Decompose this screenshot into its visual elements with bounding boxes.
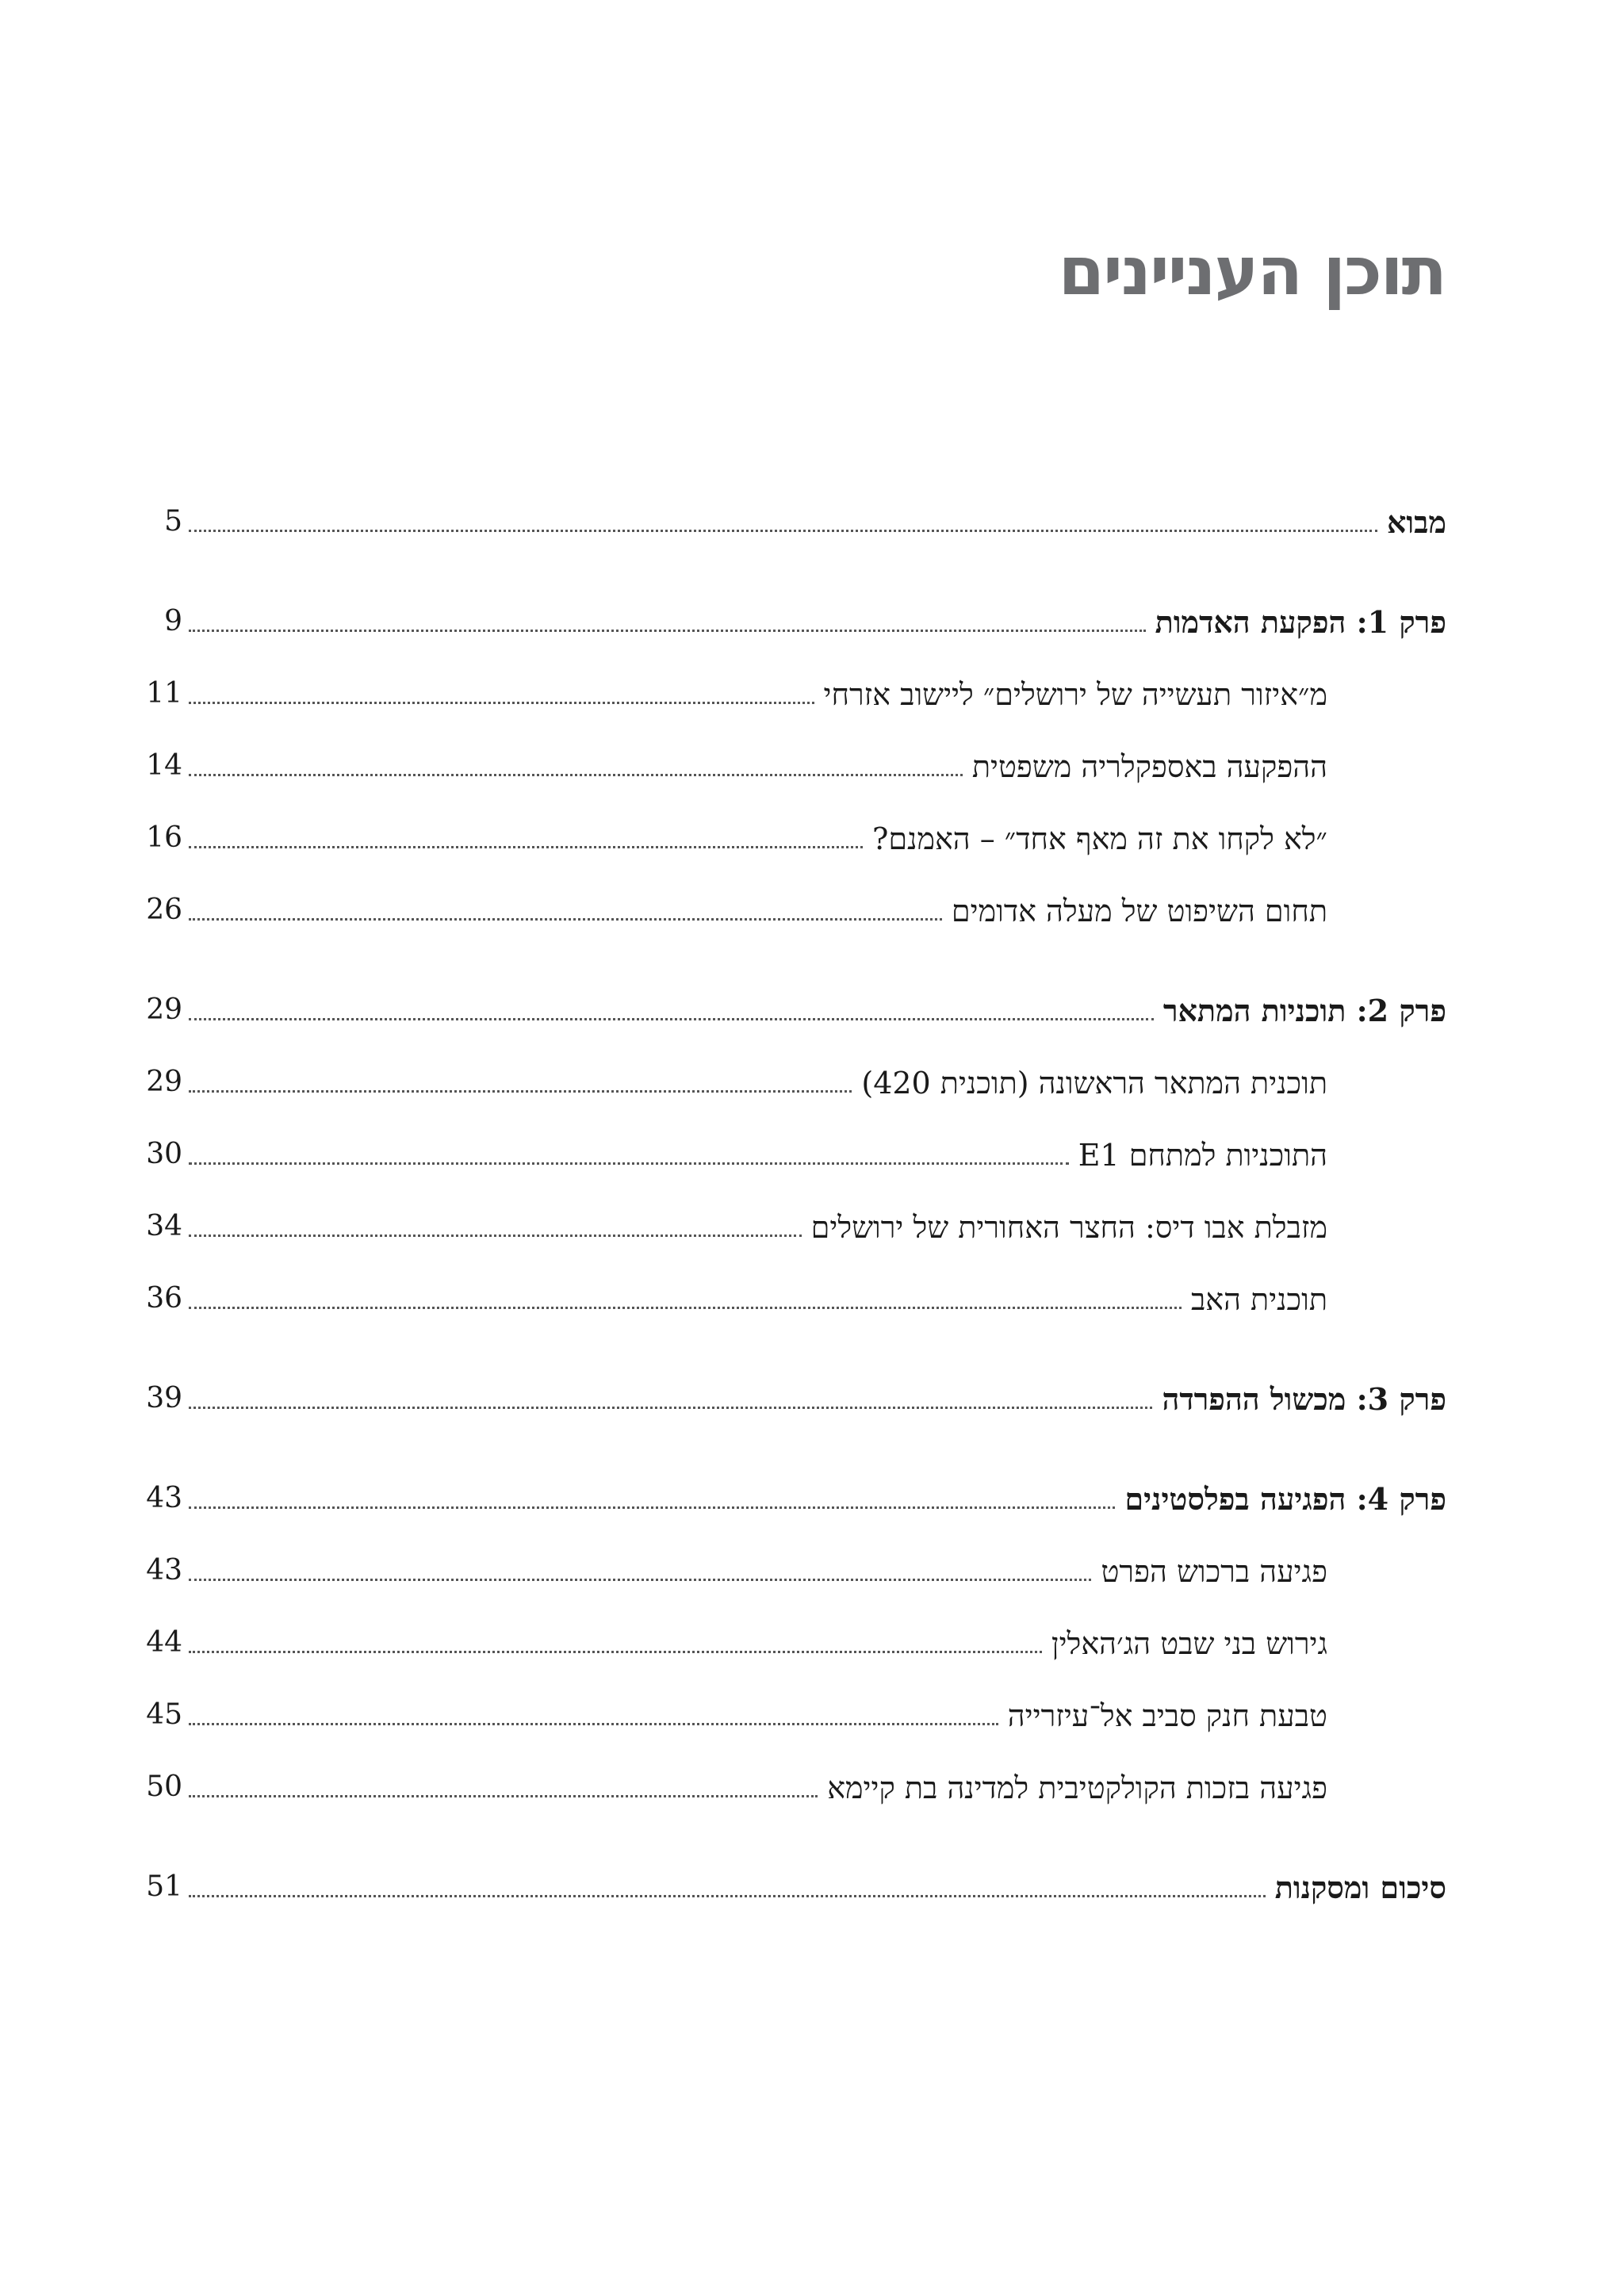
toc-entry-label: מ״איזור תעשייה של ירושלים״ ליישוב אזרחי: [823, 677, 1327, 712]
toc-entry[interactable]: [0, 1857, 1624, 1912]
dot-leader: [189, 530, 1377, 532]
toc-entry[interactable]: [0, 492, 1624, 547]
dot-leader: [189, 1162, 1069, 1165]
toc-page-number: 51: [146, 1870, 182, 1903]
dot-leader: [189, 702, 814, 704]
dot-leader: [189, 1090, 852, 1093]
toc-page-number: 9: [164, 605, 182, 637]
toc-entry[interactable]: [0, 1757, 1624, 1813]
toc-entry-label: ״לא לקחו את זה מאף אחד״ – האמנם?: [872, 821, 1327, 856]
toc-entry-label: טבעת חנק סביב אל־עיזרייה: [1007, 1698, 1327, 1733]
toc-entry-label: פרק 2: תוכניות המתאר: [1162, 993, 1446, 1028]
toc-page-number: 34: [146, 1210, 182, 1242]
dot-leader: [189, 1795, 818, 1797]
toc-entry-label: מבוא: [1387, 504, 1446, 540]
toc-page-number: 5: [164, 505, 182, 538]
toc-page-number: 44: [146, 1626, 182, 1659]
toc-entry[interactable]: [0, 1269, 1624, 1324]
dot-leader: [189, 630, 1146, 632]
toc-entry[interactable]: [0, 1369, 1624, 1424]
toc-page-number: 26: [146, 894, 182, 926]
toc-entry[interactable]: [0, 980, 1624, 1035]
toc-entry[interactable]: [0, 1685, 1624, 1740]
toc-page-number: 39: [146, 1382, 182, 1414]
toc-entry[interactable]: [0, 1052, 1624, 1108]
toc-entry-label: פגיעה בזכות הקולקטיבית למדינה בת קיימא: [827, 1770, 1327, 1805]
toc-entry-label: פרק 4: הפגיעה בפלסטינים: [1124, 1481, 1446, 1517]
toc-page-number: 11: [146, 677, 182, 710]
toc-entry[interactable]: [0, 880, 1624, 936]
toc-entry[interactable]: [0, 591, 1624, 647]
dot-leader: [189, 1723, 998, 1725]
toc-entry-label: התוכניות למתחם E1: [1078, 1138, 1327, 1173]
dot-leader: [189, 1018, 1154, 1020]
dot-leader: [189, 846, 863, 848]
dot-leader: [189, 1307, 1182, 1309]
toc-page-number: 43: [146, 1482, 182, 1514]
toc-entry-label: תוכנית המתאר הראשונה (תוכנית 420): [861, 1066, 1327, 1101]
toc-entry-label: גירוש בני שבט הג׳האלין: [1051, 1626, 1327, 1661]
dot-leader: [189, 918, 942, 921]
toc-entry[interactable]: [0, 1468, 1624, 1524]
dot-leader: [189, 774, 963, 776]
toc-entry[interactable]: [0, 808, 1624, 863]
toc-page-number: 45: [146, 1698, 182, 1731]
toc-entry-label: ההפקעה באספקלריה משפטית: [971, 749, 1327, 784]
toc-page-number: 29: [146, 1066, 182, 1098]
toc-entry-label: פגיעה ברכוש הפרט: [1101, 1554, 1327, 1589]
toc-entry-label: פרק 1: הפקעת האדמות: [1155, 604, 1446, 640]
toc-entry-label: סיכום ומסקנות: [1274, 1870, 1446, 1905]
dot-leader: [189, 1407, 1152, 1409]
toc-entry[interactable]: [0, 1541, 1624, 1596]
toc-page-number: 14: [146, 749, 182, 782]
dot-leader: [189, 1895, 1266, 1897]
toc-entry[interactable]: [0, 1196, 1624, 1252]
toc-entry-label: תחום השיפוט של מעלה אדומים: [951, 894, 1327, 928]
toc-entry-label: מזבלת אבו דיס: החצר האחורית של ירושלים: [810, 1210, 1327, 1245]
toc-entry[interactable]: [0, 1124, 1624, 1180]
toc-page-number: 30: [146, 1138, 182, 1170]
page-title: תוכן העניינים: [1058, 232, 1446, 310]
toc-page-number: 43: [146, 1554, 182, 1587]
toc-entry[interactable]: [0, 664, 1624, 719]
toc-entry[interactable]: [0, 1613, 1624, 1668]
dot-leader: [189, 1506, 1115, 1509]
toc-page-number: 36: [146, 1282, 182, 1315]
toc-page-number: 16: [146, 821, 182, 854]
dot-leader: [189, 1651, 1042, 1653]
toc-page-number: 29: [146, 993, 182, 1026]
toc-entry[interactable]: [0, 736, 1624, 791]
toc-entry-label: תוכנית האב: [1190, 1282, 1327, 1317]
dot-leader: [189, 1235, 802, 1237]
toc-entry-label: פרק 3: מכשול ההפרדה: [1162, 1381, 1446, 1417]
toc-page-number: 50: [146, 1770, 182, 1803]
dot-leader: [189, 1579, 1091, 1581]
